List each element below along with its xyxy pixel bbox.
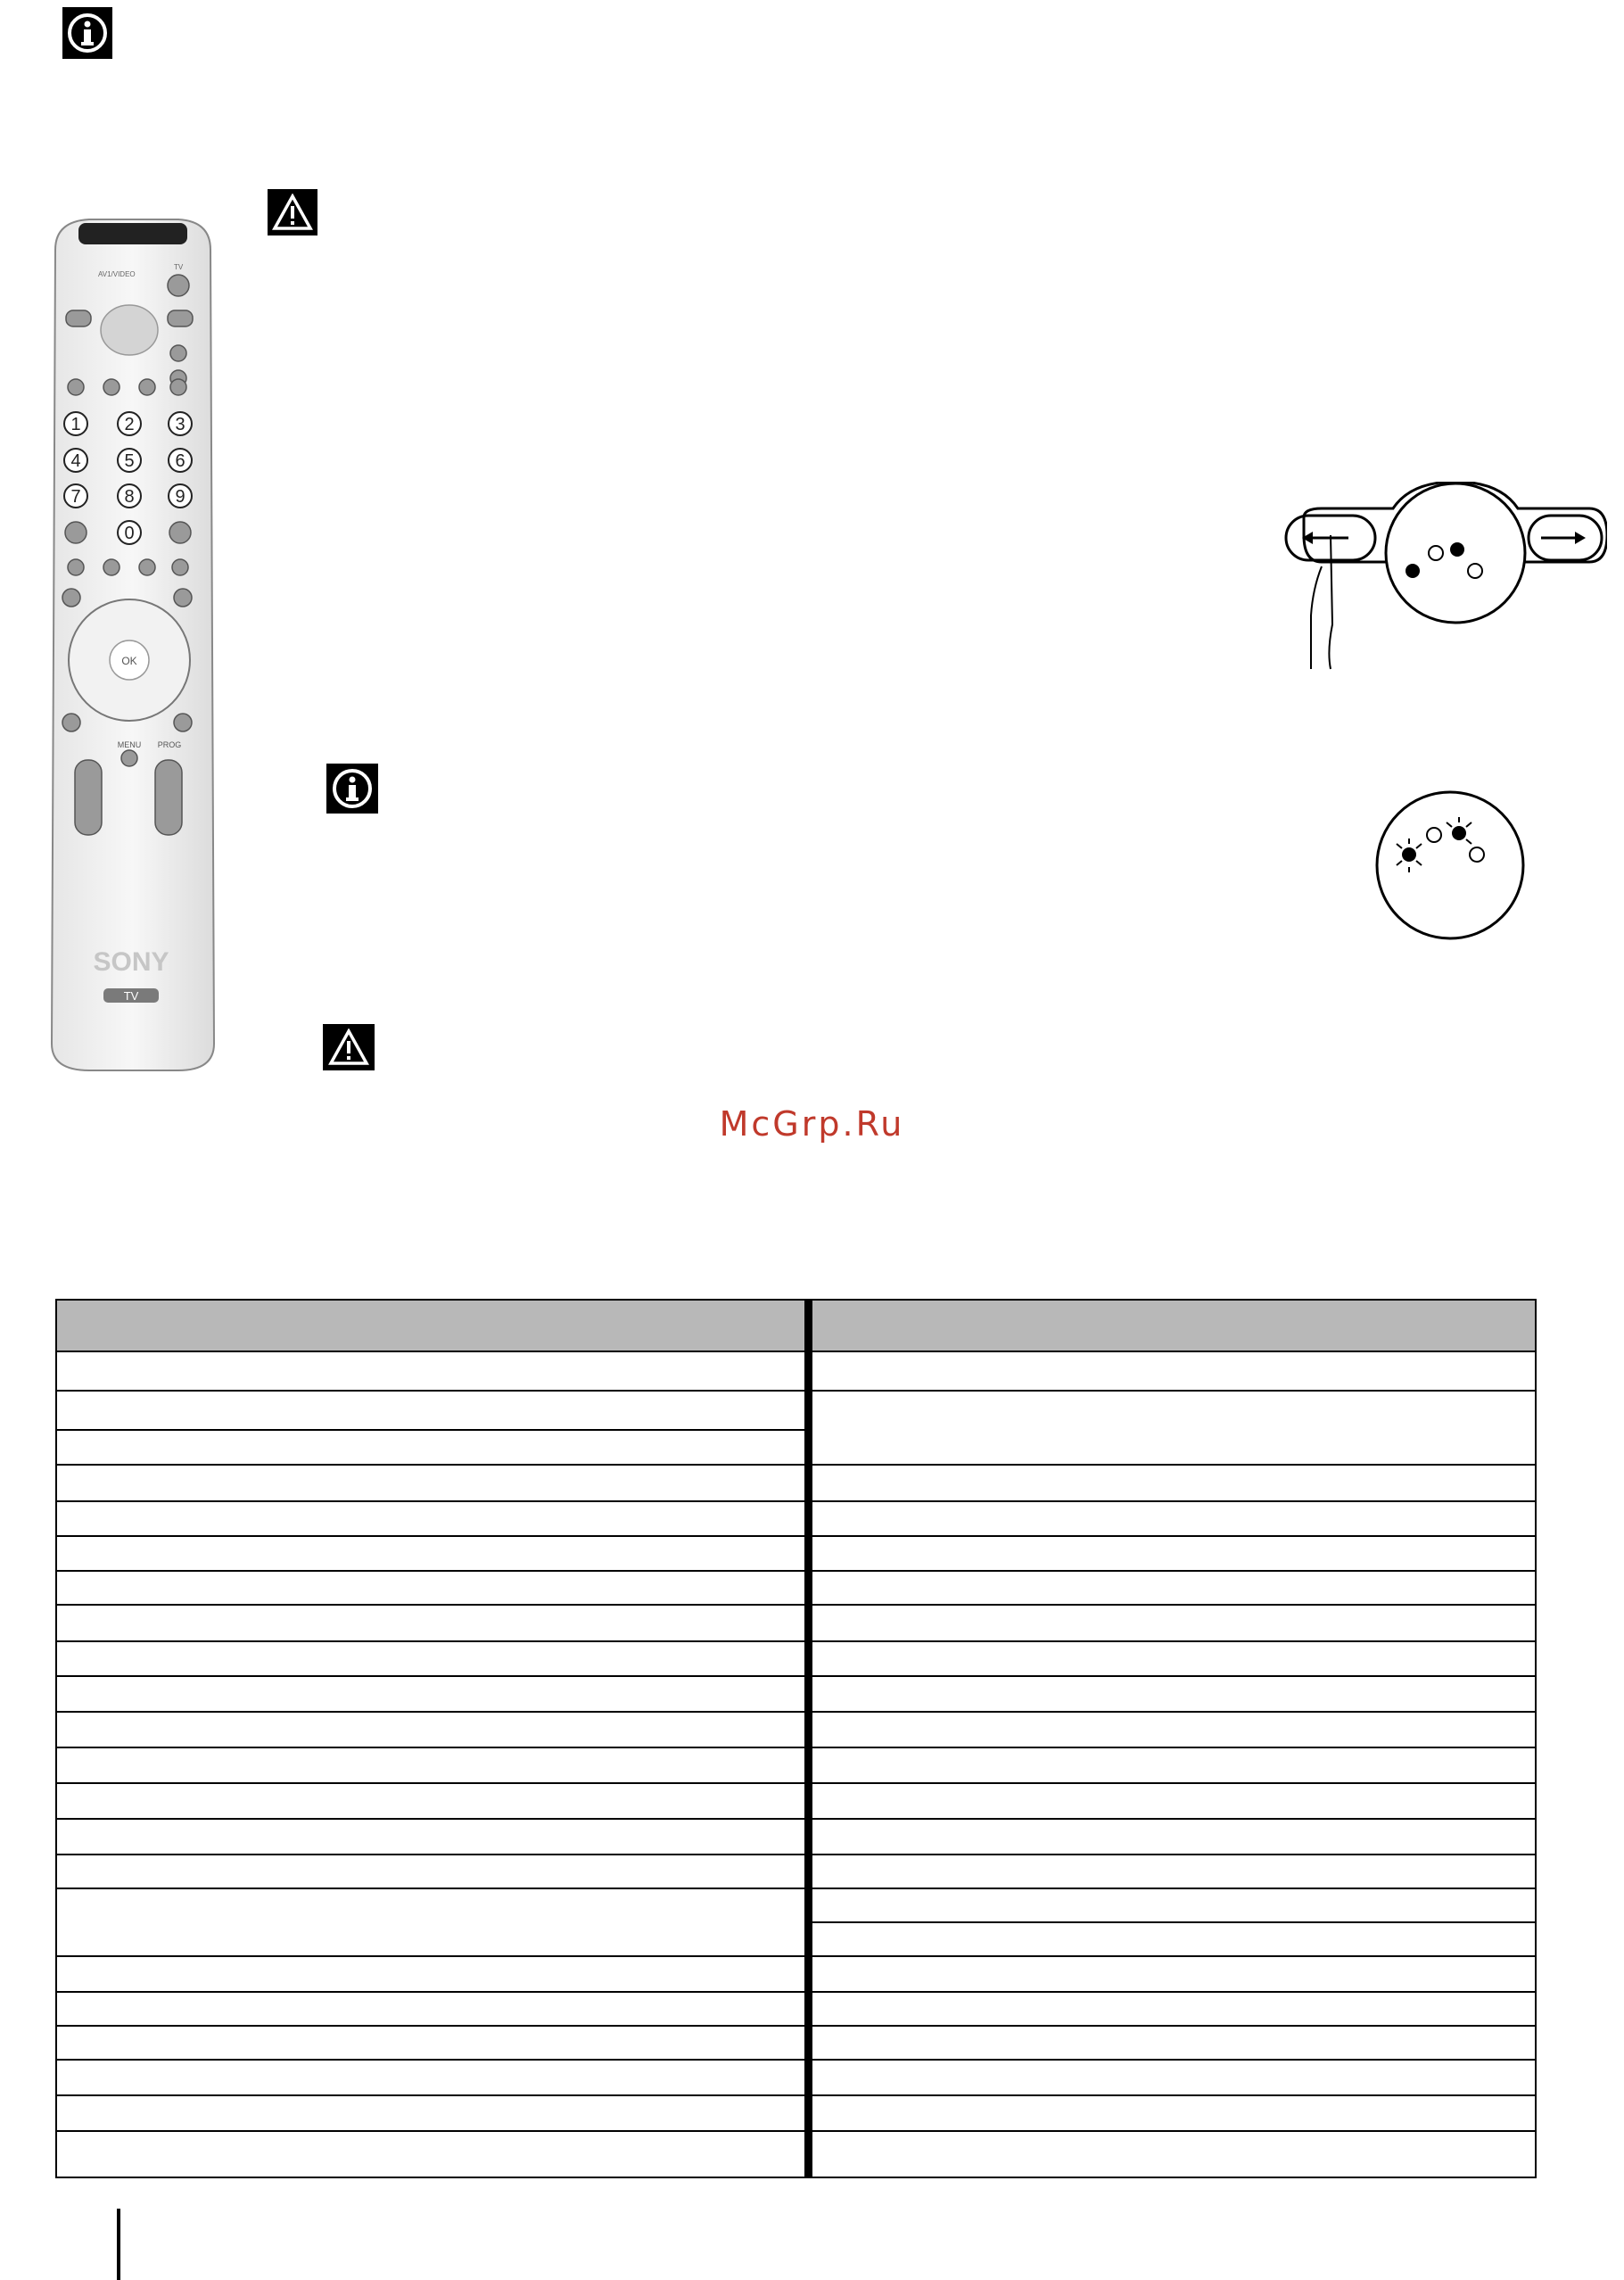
table-row [812,1888,1537,1889]
remote-control-illustration [45,214,223,1075]
warning-icon [323,1024,375,1070]
indicator-lights-illustration [1370,785,1530,946]
table-row [57,1854,804,1855]
table-row [812,1711,1537,1713]
digit-9: 9 [175,487,185,507]
table-row [812,1640,1537,1642]
table-row [57,1500,804,1502]
digit-1: 1 [70,415,81,434]
remote-menu-label: MENU [117,740,142,749]
table-row [57,1818,804,1820]
digit-2: 2 [124,415,135,434]
table-row [812,2059,1537,2061]
digit-8: 8 [124,487,135,507]
digit-5: 5 [124,451,135,471]
table-row [812,1991,1537,1993]
info-icon [326,764,378,814]
remote-av-label: AV1/VIDEO [98,270,136,278]
table-row [57,2094,804,2096]
table-row [57,1640,804,1642]
table-row [57,1991,804,1993]
table-row [57,1429,804,1431]
table-row [812,1675,1537,1677]
digit-3: 3 [175,415,185,434]
warning-icon [268,189,317,235]
table-row [57,2130,804,2132]
table-row [57,1711,804,1713]
remote-prog-label: PROG [157,740,182,749]
table-row [57,1570,804,1572]
table-row [812,2130,1537,2132]
table-row [57,1955,804,1957]
table-row [812,1535,1537,1537]
digit-7: 7 [70,487,81,507]
table-row [812,1570,1537,1572]
page-margin-bar [117,2209,120,2280]
table-row [57,2025,804,2027]
table-row [57,1535,804,1537]
remote-mode-label: TV [123,989,139,1003]
spec-table [55,1299,1537,2178]
table-row [57,1604,804,1606]
table-row [812,1782,1537,1784]
digit-4: 4 [70,451,81,471]
table-row [57,1888,804,1889]
table-row [812,1818,1537,1820]
table-header-row [57,1301,1535,1352]
table-row [812,1604,1537,1606]
table-row [812,1390,1537,1392]
remote-tv-label: TV [174,263,184,271]
table-row [57,1747,804,1748]
table-row [812,1464,1537,1466]
digit-0: 0 [124,524,135,543]
remote-brand: SONY [93,947,169,977]
table-row [812,1854,1537,1855]
table-row [812,2094,1537,2096]
info-icon [62,7,112,59]
watermark-text: McGrp.Ru [719,1104,905,1144]
column-divider [804,1301,812,2177]
table-row [812,1955,1537,1957]
front-panel-illustration [1268,482,1607,678]
table-row [57,1782,804,1784]
table-row [812,1921,1537,1923]
table-row [812,1500,1537,1502]
table-row [57,2059,804,2061]
remote-ok-label: OK [121,655,137,667]
table-row [57,1675,804,1677]
table-row [812,2025,1537,2027]
table-row [57,1464,804,1466]
table-row [812,1747,1537,1748]
digit-6: 6 [175,451,185,471]
table-row [57,1390,804,1392]
